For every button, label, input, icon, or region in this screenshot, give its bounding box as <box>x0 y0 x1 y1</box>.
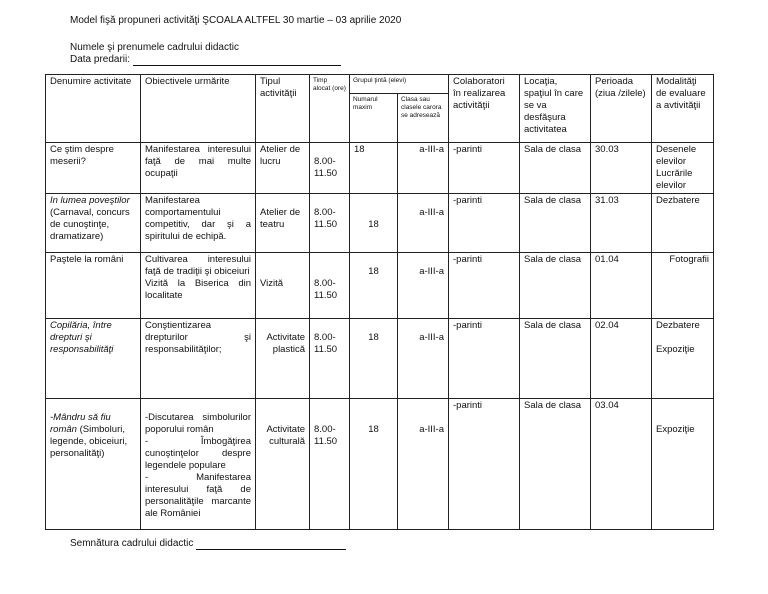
table-row <box>46 399 714 530</box>
cell-objectives: Conştientizarea drepturilor şi responsabilităţilor; <box>141 319 256 399</box>
submission-date-label: Data predarii: <box>70 54 131 65</box>
cell-evaluation: Dezbatere <box>652 194 714 253</box>
cell-period: 01.04 <box>591 253 652 319</box>
cell-time: 8.00-11.50 <box>310 194 350 253</box>
cell-class: a-III-a <box>398 143 449 194</box>
cell-objectives <box>141 399 256 530</box>
header-location: Locaţia, spaţiul în care se va desfăşura activitatea <box>520 75 591 143</box>
cell-collaborators: -parinti <box>449 319 520 399</box>
signature-line <box>196 540 346 550</box>
cell-collaborators: -parinti <box>449 253 520 319</box>
cell-class: a-III-a <box>398 253 449 319</box>
cell-evaluation: Expoziţie <box>652 399 714 530</box>
cell-collaborators: -parinti <box>449 194 520 253</box>
submission-date-row <box>70 54 341 66</box>
cell-activity <box>46 399 141 530</box>
cell-collaborators: -parinti <box>449 399 520 530</box>
cell-max: 18 <box>350 143 398 194</box>
cell-max: 18 <box>350 399 398 530</box>
activity-details: (Carnaval, concurs de cunoştinţe, dramatizare) <box>50 207 130 242</box>
cell-collaborators: -parinti <box>449 143 520 194</box>
cell-location: Sala de clasa <box>520 194 591 253</box>
cell-max: 18 <box>350 319 398 399</box>
objective-line: - Îmbogăţirea cunoştinţelor despre legendele populare <box>145 436 251 471</box>
activities-table <box>45 74 714 530</box>
cell-period: 02.04 <box>591 319 652 399</box>
cell-type: Activitate culturală <box>256 399 310 530</box>
evaluation-line: Dezbatere <box>656 320 700 331</box>
header-activity: Denumire activitate <box>46 75 141 143</box>
cell-period: 03.04 <box>591 399 652 530</box>
cell-evaluation <box>652 319 714 399</box>
activity-details: (Simboluri, legende, obiceiuri, personalităţi) <box>50 424 128 459</box>
objective-line: Vizită la Biserica din localitate <box>145 278 251 301</box>
cell-type: Vizită <box>256 253 310 319</box>
signature-row <box>70 538 346 550</box>
cell-activity <box>46 194 141 253</box>
cell-max: 18 <box>350 194 398 253</box>
cell-max: 18 <box>350 253 398 319</box>
cell-location: Sala de clasa <box>520 399 591 530</box>
cell-evaluation: Desenele elevilor Lucrările elevilor <box>652 143 714 194</box>
activity-title: -Mândru să fiu român <box>50 412 111 435</box>
cell-time: 8.00-11.50 <box>310 253 350 319</box>
cell-location: Sala de clasa <box>520 253 591 319</box>
header-objectives: Obiectivele urmărite <box>141 75 256 143</box>
cell-type: Atelier de lucru <box>256 143 310 194</box>
cell-activity: Copilăria, între drepturi şi responsabilităţi <box>46 319 141 399</box>
cell-activity: Paştele la români <box>46 253 141 319</box>
table-row <box>46 143 714 194</box>
cell-objectives <box>141 253 256 319</box>
header-target-group: Grupul ţintă (elevi) <box>350 75 449 94</box>
cell-type: Activitate plastică <box>256 319 310 399</box>
cell-class: a-III-a <box>398 399 449 530</box>
header-collaborators: Colaboratori în realizarea activităţii <box>449 75 520 143</box>
table-header-row <box>46 75 714 94</box>
cell-time: 8.00-11.50 <box>310 143 350 194</box>
teacher-name-label: Numele şi prenumele cadrului didactic <box>70 42 239 53</box>
header-class: Clasa sau clasele carora se adresează <box>398 94 449 143</box>
document-title: Model fişă propuneri activităţi ŞCOALA ALTFEL 30 martie – 03 aprilie 2020 <box>70 15 402 26</box>
activity-title: In lumea poveştilor <box>50 195 130 206</box>
cell-location: Sala de clasa <box>520 143 591 194</box>
header-type: Tipul activităţii <box>256 75 310 143</box>
cell-type: Atelier de teatru <box>256 194 310 253</box>
cell-class: a-III-a <box>398 194 449 253</box>
submission-date-line <box>133 56 341 66</box>
cell-objectives: Manifestarea comportamentului competitiv, dar şi a spiritului de echipă. <box>141 194 256 253</box>
table-row <box>46 253 714 319</box>
table-row <box>46 194 714 253</box>
header-evaluation: Modalităţi de evaluare a avtivităţii <box>652 75 714 143</box>
cell-evaluation: Fotografii <box>652 253 714 319</box>
cell-period: 31.03 <box>591 194 652 253</box>
cell-time: 8.00-11.50 <box>310 319 350 399</box>
signature-label: Semnătura cadrului didactic <box>70 538 194 549</box>
objective-line: -Discutarea simbolurilor poporului român <box>145 412 251 435</box>
cell-period: 30.03 <box>591 143 652 194</box>
objective-line: Cultivarea interesului faţă de tradiţii şi obiceiuri <box>145 254 251 277</box>
header-time: Timp alocat (ore) <box>310 75 350 143</box>
cell-time: 8.00-11.50 <box>310 399 350 530</box>
cell-location: Sala de clasa <box>520 319 591 399</box>
cell-activity: Ce ştim despre meserii? <box>46 143 141 194</box>
header-period: Perioada (ziua /zilele) <box>591 75 652 143</box>
table-row <box>46 319 714 399</box>
header-max-number: Numarul maxim <box>350 94 398 143</box>
cell-objectives: Manifestarea interesului faţă de mai multe ocupaţii <box>141 143 256 194</box>
cell-class: a-III-a <box>398 319 449 399</box>
objective-line: - Manifestarea interesului faţă de personalităţile marcante ale României <box>145 472 251 519</box>
evaluation-line: Expoziţie <box>656 344 695 355</box>
